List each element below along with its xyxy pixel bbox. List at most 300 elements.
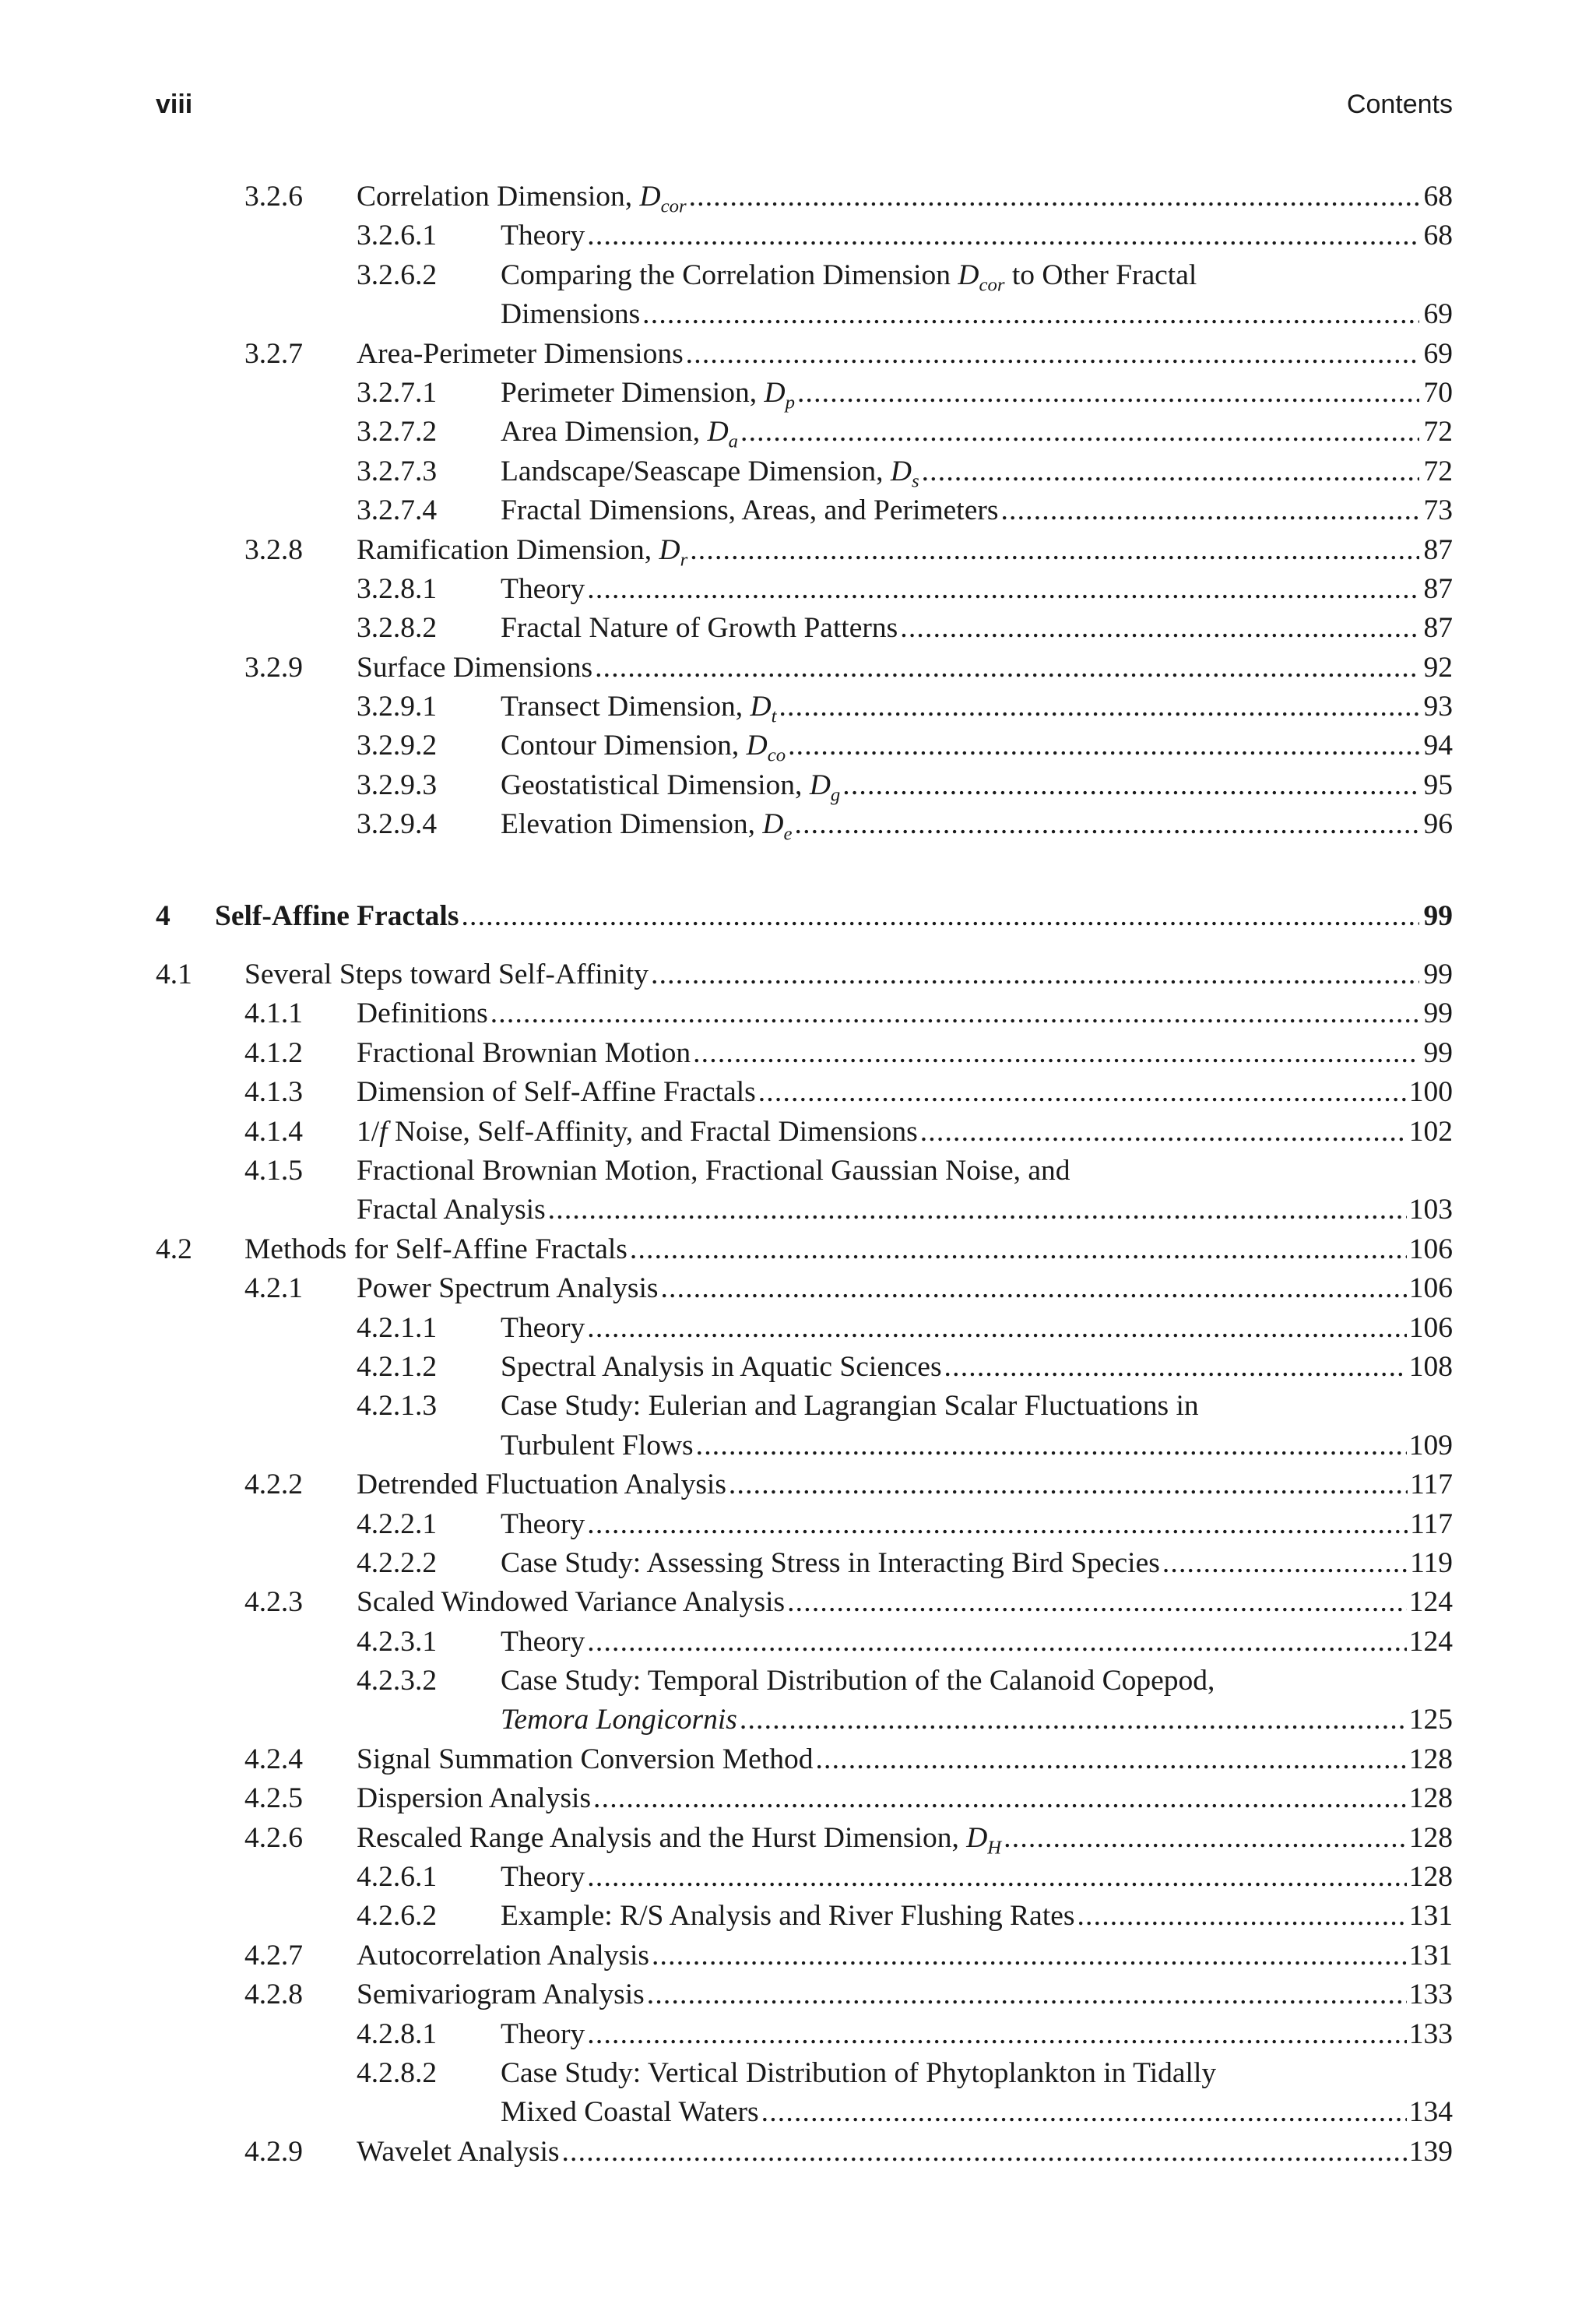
dot-leader	[647, 1975, 1407, 2014]
entry-title: Autocorrelation Analysis	[357, 1939, 649, 1972]
dot-leader	[758, 1073, 1407, 1112]
dot-leader	[797, 374, 1419, 413]
page-number: 117	[1410, 1469, 1453, 1501]
section-number: 4.2.6.1	[357, 1861, 438, 1894]
page-number: 128	[1408, 1743, 1453, 1775]
dot-leader	[729, 1465, 1408, 1504]
page-number: 95	[1423, 769, 1453, 801]
section-number: 3.2.9.4	[357, 808, 438, 841]
page-number: 87	[1423, 572, 1453, 605]
section-number: 4.2.1.2	[357, 1350, 438, 1383]
page-number: 96	[1423, 808, 1453, 841]
page-number: 124	[1408, 1625, 1453, 1658]
entry-title: Area-Perimeter Dimensions	[357, 337, 684, 370]
entry-text	[501, 2015, 1453, 2054]
page-number: 99	[1423, 1036, 1453, 1069]
page-number: 125	[1408, 1704, 1453, 1736]
toc-entry-continuation[interactable]	[156, 1426, 1453, 1465]
page-number: 124	[1408, 1586, 1453, 1619]
toc-entry[interactable]	[156, 726, 1453, 765]
entry-text	[501, 295, 1453, 334]
toc-entry[interactable]	[156, 2054, 1453, 2093]
page-number: 102	[1408, 1115, 1453, 1148]
running-title: Contents	[1346, 90, 1453, 119]
dimension-subscript: g	[830, 784, 841, 806]
entry-title: Fractional Brownian Motion, Fractional Gaussian Noise, and	[357, 1154, 1070, 1187]
dot-leader	[779, 688, 1419, 726]
toc-entry[interactable]	[156, 1975, 1453, 2014]
dot-leader	[587, 1505, 1408, 1544]
toc-entry-continuation[interactable]	[156, 1191, 1453, 1229]
dot-leader	[593, 1779, 1407, 1818]
section-number: 4.2.3.2	[357, 1665, 438, 1697]
entry-title: Perimeter Dimension, $D_p$	[501, 376, 795, 413]
entry-text	[357, 1583, 1453, 1622]
dot-leader	[900, 609, 1419, 648]
toc-entry[interactable]	[156, 178, 1453, 216]
entry-text	[501, 726, 1453, 765]
section-number: 4.2.6.2	[357, 1900, 438, 1933]
dimension-symbol: D	[809, 769, 831, 801]
dimension-symbol: D	[764, 376, 786, 409]
dimension-subscript: r	[680, 549, 688, 571]
dot-leader	[490, 994, 1419, 1033]
entry-text	[501, 1544, 1453, 1583]
entry-text	[501, 1387, 1199, 1426]
toc-entry[interactable]	[156, 1230, 1453, 1269]
entry-title: Spectral Analysis in Aquatic Sciences	[501, 1350, 942, 1383]
page-number: 108	[1408, 1350, 1453, 1383]
toc-entry[interactable]	[156, 994, 1453, 1033]
page-folio: viii	[156, 90, 193, 119]
section-number: 4.2	[156, 1233, 192, 1265]
entry-title: Case Study: Assessing Stress in Interacting Bird Species	[501, 1546, 1160, 1579]
toc-entry[interactable]	[156, 452, 1453, 491]
entry-text	[357, 531, 1453, 570]
dot-leader	[587, 216, 1419, 255]
entry-text	[501, 1897, 1453, 1936]
dot-leader	[922, 452, 1419, 491]
dot-leader	[740, 413, 1419, 452]
page-number: 106	[1408, 1272, 1453, 1305]
dot-leader	[920, 1113, 1407, 1152]
dimension-subscript: a	[728, 431, 739, 452]
toc-entry[interactable]	[156, 1505, 1453, 1544]
toc-entry[interactable]	[156, 1113, 1453, 1152]
toc-entry[interactable]	[156, 609, 1453, 648]
dot-leader	[944, 1348, 1407, 1387]
toc-entry[interactable]	[156, 413, 1453, 452]
dot-leader	[1162, 1544, 1408, 1583]
entry-title: Case Study: Vertical Distribution of Phytoplankton in Tidally	[501, 2056, 1217, 2089]
dot-leader	[740, 1701, 1407, 1739]
toc-entry[interactable]	[156, 649, 1453, 688]
page-number: 68	[1423, 220, 1453, 252]
section-number: 3.2.7.3	[357, 455, 438, 487]
entry-title: Theory	[501, 2017, 585, 2050]
dot-leader	[1000, 491, 1419, 530]
page-number: 128	[1408, 1861, 1453, 1894]
dimension-symbol: D	[707, 416, 729, 448]
dot-leader	[1004, 1819, 1407, 1858]
entry-text	[215, 897, 1453, 936]
toc-entry[interactable]	[156, 1348, 1453, 1387]
page-number: 72	[1423, 416, 1453, 448]
page-number: 119	[1410, 1546, 1453, 1579]
entry-text	[501, 1623, 1453, 1662]
toc-entry[interactable]	[156, 2133, 1453, 2172]
page-number: 99	[1423, 959, 1453, 991]
entry-text	[501, 688, 1453, 726]
entry-title: Case Study: Eulerian and Lagrangian Scalar Fluctuations in	[501, 1390, 1199, 1423]
dot-leader	[587, 1858, 1406, 1897]
toc-entry[interactable]	[156, 1073, 1453, 1112]
entry-title: Dimension of Self-Affine Fractals	[357, 1076, 756, 1109]
entry-title-continued: Mixed Coastal Waters	[501, 2096, 759, 2129]
dimension-subscript: e	[783, 823, 793, 845]
entry-title-continued: Turbulent Flows	[501, 1429, 694, 1462]
section-number: 3.2.7	[244, 337, 303, 370]
section-number: 3.2.7.1	[357, 376, 438, 409]
page-number: 93	[1423, 691, 1453, 723]
page-number: 109	[1408, 1429, 1453, 1462]
toc-entry[interactable]	[156, 1152, 1453, 1191]
page-number: 131	[1408, 1939, 1453, 1972]
toc-chapter-entry[interactable]	[156, 897, 1453, 936]
dimension-symbol: D	[750, 691, 772, 723]
toc-entry[interactable]	[156, 688, 1453, 726]
dot-leader	[630, 1230, 1407, 1269]
section-number: 4.2.1.1	[357, 1311, 438, 1344]
entry-text	[501, 609, 1453, 648]
toc-entry[interactable]	[156, 2015, 1453, 2054]
page-number: 103	[1408, 1194, 1453, 1226]
dot-leader	[587, 1623, 1406, 1662]
entry-text	[357, 1819, 1453, 1858]
dimension-subscript: t	[771, 705, 777, 727]
dot-leader	[642, 295, 1419, 334]
entry-text	[244, 1230, 1453, 1269]
entry-text	[357, 178, 1453, 216]
section-number: 4.1.2	[244, 1036, 303, 1069]
section-number: 4.2.9	[244, 2135, 303, 2168]
entry-text	[501, 2093, 1453, 2132]
page-number: 99	[1423, 997, 1453, 1030]
entry-title-continued: Dimensions	[501, 298, 641, 331]
toc-entry[interactable]	[156, 1544, 1453, 1583]
section-number: 3.2.7.4	[357, 494, 438, 527]
entry-title: Dispersion Analysis	[357, 1782, 592, 1815]
table-of-contents	[156, 178, 1453, 2172]
dimension-subscript: cor	[660, 195, 687, 217]
entry-text	[357, 1073, 1453, 1112]
toc-entry-continuation[interactable]	[156, 2093, 1453, 2132]
dot-leader	[815, 1740, 1406, 1779]
entry-text	[501, 805, 1453, 844]
entry-title: Definitions	[357, 997, 488, 1030]
entry-text	[501, 1309, 1453, 1348]
entry-title: Signal Summation Conversion Method	[357, 1743, 814, 1775]
entry-text	[357, 1465, 1453, 1504]
toc-entry[interactable]	[156, 570, 1453, 609]
section-number: 3.2.6.1	[357, 220, 438, 252]
dot-leader	[693, 1034, 1419, 1073]
page-number: 139	[1408, 2135, 1453, 2168]
page-number: 106	[1408, 1233, 1453, 1265]
dot-leader	[761, 2093, 1407, 2132]
entry-title: Area Dimension, $D_a$	[501, 416, 739, 452]
entry-title: Surface Dimensions	[357, 651, 593, 684]
entry-title: Fractal Dimensions, Areas, and Perimeters	[501, 494, 999, 527]
entry-text	[501, 413, 1453, 452]
dimension-symbol: D	[746, 730, 768, 762]
entry-text	[357, 335, 1453, 374]
entry-title: Ramification Dimension, $D_r$	[357, 533, 688, 571]
page-number: 70	[1423, 376, 1453, 409]
entry-title: Transect Dimension, $D_t$	[501, 691, 777, 727]
dot-leader	[587, 2015, 1406, 2054]
section-number: 4.2.1	[244, 1272, 303, 1305]
page-number: 128	[1408, 1782, 1453, 1815]
toc-entry[interactable]	[156, 216, 1453, 255]
toc-entry[interactable]	[156, 1465, 1453, 1504]
entry-text	[357, 1034, 1453, 1073]
entry-text	[357, 1936, 1453, 1975]
entry-title: Semivariogram Analysis	[357, 1979, 645, 2011]
section-number: 4.1.4	[244, 1115, 303, 1148]
dot-leader	[696, 1426, 1407, 1465]
section-number: 4.1.3	[244, 1076, 303, 1109]
entry-title: Geostatistical Dimension, $D_g$	[501, 769, 841, 806]
entry-text	[501, 452, 1453, 491]
page-number: 99	[1423, 899, 1453, 932]
entry-title: Detrended Fluctuation Analysis	[357, 1469, 726, 1501]
section-number: 3.2.8.1	[357, 572, 438, 605]
toc-entry[interactable]	[156, 491, 1453, 530]
dimension-symbol: D	[762, 808, 784, 841]
section-number: 3.2.6	[244, 181, 303, 213]
dot-leader	[561, 2133, 1406, 2172]
chapter-number: 4	[156, 899, 170, 932]
entry-title: Correlation Dimension, $D_{cor}$	[357, 181, 687, 217]
entry-title: Theory	[501, 1861, 585, 1894]
page-number: 100	[1408, 1076, 1453, 1109]
entry-title: Several Steps toward Self-Affinity	[244, 959, 649, 991]
entry-text	[501, 374, 1453, 413]
entry-text	[357, 1740, 1453, 1779]
toc-entry[interactable]	[156, 256, 1453, 295]
section-number: 4.2.8	[244, 1979, 303, 2011]
toc-entry[interactable]	[156, 1269, 1453, 1308]
entry-title: Theory	[501, 572, 585, 605]
entry-text	[357, 649, 1453, 688]
page-number: 68	[1423, 181, 1453, 213]
section-number: 3.2.7.2	[357, 416, 438, 448]
running-head	[156, 90, 1453, 128]
dot-leader	[689, 178, 1419, 216]
section-number: 4.2.2	[244, 1469, 303, 1501]
page-number: 131	[1408, 1900, 1453, 1933]
toc-entry[interactable]	[156, 1858, 1453, 1897]
entry-text	[357, 2133, 1453, 2172]
section-number: 4.2.2.2	[357, 1546, 438, 1579]
entry-title: Landscape/Seascape Dimension, $D_s$	[501, 455, 919, 492]
dot-leader	[795, 805, 1420, 844]
entry-title: Rescaled Range Analysis and the Hurst Dimension, $D_H$	[357, 1821, 1002, 1859]
section-number: 4.2.4	[244, 1743, 303, 1775]
dimension-symbol: D	[639, 181, 661, 213]
toc-entry[interactable]	[156, 1623, 1453, 1662]
entry-text	[357, 1113, 1453, 1152]
entry-title: 1/f Noise, Self-Affinity, and Fractal Dimensions	[357, 1115, 918, 1148]
entry-text	[357, 1779, 1453, 1818]
entry-title: Example: R/S Analysis and River Flushing Rates	[501, 1900, 1075, 1933]
entry-text	[357, 1191, 1453, 1229]
section-number: 4.1.5	[244, 1154, 303, 1187]
dimension-symbol: D	[659, 533, 680, 566]
entry-title: Elevation Dimension, $D_e$	[501, 808, 793, 845]
entry-title: Power Spectrum Analysis	[357, 1272, 659, 1305]
dot-leader	[842, 766, 1419, 805]
entry-text	[501, 1858, 1453, 1897]
page-number: 133	[1408, 1979, 1453, 2011]
section-number: 4.2.6	[244, 1821, 303, 1854]
dot-leader	[686, 335, 1419, 374]
toc-entry[interactable]	[156, 1034, 1453, 1073]
page-number: 69	[1423, 298, 1453, 331]
toc-entry-continuation[interactable]	[156, 295, 1453, 334]
toc-entry[interactable]	[156, 1662, 1453, 1701]
dimension-subscript: s	[911, 470, 919, 492]
entry-title: Comparing the Correlation Dimension $D_{cor}$ to Other Fractal	[501, 259, 1197, 296]
entry-text	[501, 1348, 1453, 1387]
toc-entry[interactable]	[156, 1387, 1453, 1426]
entry-text	[501, 491, 1453, 530]
entry-text	[357, 994, 1453, 1033]
dot-leader	[587, 570, 1419, 609]
dot-leader	[660, 1269, 1406, 1308]
toc-entry[interactable]	[156, 1740, 1453, 1779]
toc-entry[interactable]	[156, 335, 1453, 374]
entry-text	[501, 1701, 1453, 1739]
page-number: 117	[1410, 1507, 1453, 1540]
toc-entry[interactable]	[156, 1583, 1453, 1622]
entry-text	[357, 1269, 1453, 1308]
page-number: 69	[1423, 337, 1453, 370]
entry-title: Methods for Self-Affine Fractals	[244, 1233, 628, 1265]
page-number: 92	[1423, 651, 1453, 684]
dot-leader	[690, 531, 1419, 570]
section-number: 3.2.8.2	[357, 612, 438, 645]
dot-leader	[587, 1309, 1406, 1348]
entry-text	[357, 1152, 1070, 1191]
dimension-subscript: H	[987, 1837, 1002, 1859]
entry-title: Scaled Windowed Variance Analysis	[357, 1586, 786, 1619]
entry-title-continued: Fractal Analysis	[357, 1194, 546, 1226]
section-number: 3.2.8	[244, 533, 303, 566]
entry-title: Theory	[501, 1311, 585, 1344]
dimension-subscript: co	[767, 744, 786, 766]
page-number: 87	[1423, 533, 1453, 566]
toc-entry[interactable]	[156, 374, 1453, 413]
section-number: 4.2.8.2	[357, 2056, 438, 2089]
dot-leader	[461, 897, 1419, 936]
page-number: 94	[1423, 730, 1453, 762]
toc-entry[interactable]	[156, 1309, 1453, 1348]
dot-leader	[548, 1191, 1407, 1229]
entry-title: Theory	[501, 1625, 585, 1658]
toc-entry[interactable]	[156, 531, 1453, 570]
italic-f: f	[379, 1115, 388, 1148]
toc-entry[interactable]	[156, 1779, 1453, 1818]
dot-leader	[1077, 1897, 1406, 1936]
page-number: 87	[1423, 612, 1453, 645]
species-name: Temora Longicornis	[501, 1704, 737, 1736]
section-number: 3.2.9.3	[357, 769, 438, 801]
entry-title: Fractal Nature of Growth Patterns	[501, 612, 898, 645]
toc-entry[interactable]	[156, 766, 1453, 805]
section-number: 3.2.6.2	[357, 259, 438, 291]
entry-text	[357, 1975, 1453, 2014]
dimension-symbol: D	[890, 455, 912, 487]
entry-title: Wavelet Analysis	[357, 2135, 560, 2168]
section-number: 3.2.9.2	[357, 730, 438, 762]
section-number: 4.2.5	[244, 1782, 303, 1815]
section-number: 4.1	[156, 959, 192, 991]
entry-title: Fractional Brownian Motion	[357, 1036, 691, 1069]
chapter-title: Self-Affine Fractals	[215, 899, 459, 932]
page-number: 133	[1408, 2017, 1453, 2050]
toc-entry[interactable]	[156, 1936, 1453, 1975]
page-number: 106	[1408, 1311, 1453, 1344]
entry-text	[501, 766, 1453, 805]
section-number: 4.2.3	[244, 1586, 303, 1619]
section-number: 4.2.8.1	[357, 2017, 438, 2050]
page-number: 134	[1408, 2096, 1453, 2129]
entry-text	[501, 1505, 1453, 1544]
entry-title: Contour Dimension, $D_{co}$	[501, 730, 786, 766]
entry-text	[244, 955, 1453, 994]
entry-text	[501, 1426, 1453, 1465]
toc-entry-continuation[interactable]	[156, 1701, 1453, 1739]
section-number: 3.2.9.1	[357, 691, 438, 723]
section-number: 4.1.1	[244, 997, 303, 1030]
dimension-symbol: D	[958, 259, 979, 291]
page-number: 72	[1423, 455, 1453, 487]
entry-title: Case Study: Temporal Distribution of the Calanoid Copepod,	[501, 1665, 1215, 1697]
dot-leader	[652, 1936, 1407, 1975]
entry-text	[501, 570, 1453, 609]
entry-text	[501, 216, 1453, 255]
section-number: 4.2.3.1	[357, 1625, 438, 1658]
toc-entry[interactable]	[156, 1897, 1453, 1936]
section-number: 4.2.1.3	[357, 1390, 438, 1423]
dot-leader	[788, 726, 1419, 765]
entry-title: Theory	[501, 1507, 585, 1540]
toc-entry[interactable]	[156, 805, 1453, 844]
entry-text	[501, 256, 1197, 295]
entry-text	[501, 2054, 1216, 2093]
section-number: 4.2.7	[244, 1939, 303, 1972]
toc-entry[interactable]	[156, 955, 1453, 994]
dot-leader	[651, 955, 1419, 994]
page-number: 73	[1423, 494, 1453, 527]
entry-title: Theory	[501, 220, 585, 252]
toc-entry[interactable]	[156, 1819, 1453, 1858]
entry-text	[501, 1662, 1215, 1701]
dot-leader	[595, 649, 1419, 688]
dimension-subscript: cor	[979, 274, 1005, 296]
